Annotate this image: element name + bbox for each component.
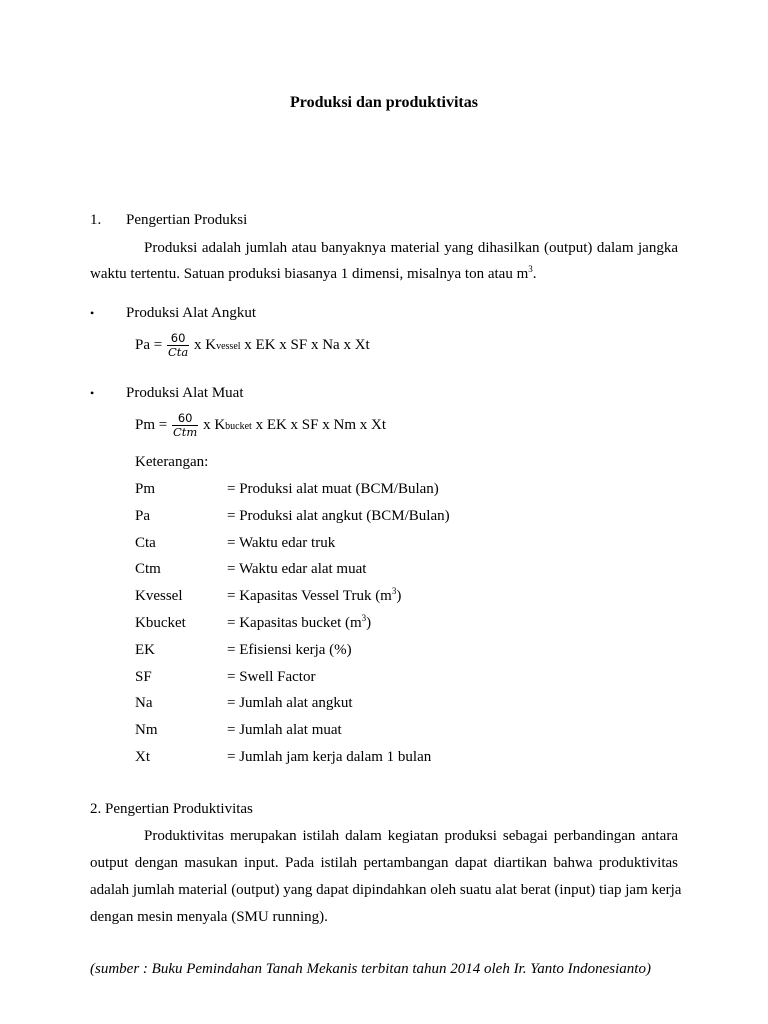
fraction	[167, 332, 189, 359]
formula-pm	[135, 411, 386, 441]
source-citation: (sumber : Buku Pemindahan Tanah Mekanis terbitan tahun 2014 oleh Ir. Yanto Indonesianto)	[90, 961, 651, 977]
definition-term: Xt	[135, 749, 150, 765]
fraction-denominator: Ctm	[172, 425, 198, 440]
section-1-number: 1.	[90, 212, 102, 228]
definition-description: = Waktu edar alat muat	[227, 561, 367, 578]
definition-term: Ctm	[135, 561, 161, 578]
definition-description: = Produksi alat muat (BCM/Bulan)	[227, 481, 439, 497]
definition-term: Kvessel	[135, 588, 183, 605]
section-2-line-2: output dengan masukan input. Pada istilah pertambangan dapat diartikan bahwa produktivitas	[90, 855, 678, 871]
keterangan-label: Keterangan:	[135, 454, 209, 470]
definition-term: Kbucket	[135, 615, 186, 631]
formula-pa	[135, 331, 370, 361]
formula-rest: x EK x SF x Nm x Xt	[255, 417, 386, 433]
definition-description: = Jumlah alat muat	[227, 722, 342, 739]
definition-term: SF	[135, 668, 152, 685]
definition-term: Pa	[135, 507, 150, 524]
section-1-paragraph-line-2: waktu tertentu. Satuan produksi biasanya 1 dimensi, misalnya ton atau $m^3$.	[90, 264, 537, 282]
definition-description: = Swell Factor	[227, 668, 316, 685]
definition-term: Nm	[135, 722, 158, 739]
definition-term: Na	[135, 695, 153, 712]
bullet-icon: •	[90, 306, 95, 320]
definition-description: = Jumlah alat angkut	[227, 695, 353, 712]
definition-description: = Efisiensi kerja (%)	[227, 641, 352, 658]
formula-rest: x EK x SF x Na x Xt	[244, 337, 370, 353]
bullet-heading-alat-angkut: Produksi Alat Angkut	[126, 305, 257, 321]
definition-description: = Jumlah jam kerja dalam 1 bulan	[227, 749, 432, 765]
definition-term: Pm	[135, 481, 156, 497]
definition-description: = Produksi alat angkut (BCM/Bulan)	[227, 507, 450, 524]
fraction-numerator: 60	[177, 411, 193, 426]
section-2-line-1: Produktivitas merupakan istilah dalam kegiatan produksi sebagai perbandingan antara	[144, 828, 678, 844]
formula-k-subscript: vessel	[216, 341, 241, 352]
bullet-heading-alat-muat: Produksi Alat Muat	[126, 385, 244, 401]
section-1-heading: Pengertian Produksi	[126, 212, 248, 228]
formula-k: x K	[203, 417, 226, 433]
fraction	[172, 412, 198, 439]
formula-lhs: Pm =	[135, 417, 168, 433]
section-2-heading: 2. Pengertian Produktivitas	[90, 801, 253, 817]
fraction-numerator: 60	[170, 331, 186, 346]
definition-description: = Kapasitas Vessel Truk $(m^3)$	[227, 586, 402, 605]
page-title: Produksi dan produktivitas	[290, 94, 478, 111]
fraction-denominator: Cta	[167, 345, 189, 360]
section-1-paragraph-line-1: Produksi adalah jumlah atau banyaknya material yang dihasilkan (output) dalam jangka	[144, 240, 678, 256]
section-2-line-3: adalah jumlah material (output) yang dapat dipindahkan oleh suatu alat berat (input) tiap jam kerja	[90, 882, 682, 898]
formula-k-subscript: bucket	[225, 421, 252, 432]
definition-description: = Kapasitas bucket $(m^3)$	[227, 613, 372, 631]
formula-lhs: Pa =	[135, 337, 163, 353]
section-2-line-4: dengan mesin menyala (SMU running).	[90, 909, 328, 925]
bullet-icon: •	[90, 386, 95, 400]
definition-term: EK	[135, 641, 155, 658]
formula-k: x K	[194, 337, 217, 353]
definition-term: Cta	[135, 534, 156, 551]
definition-description: = Waktu edar truk	[227, 534, 336, 551]
